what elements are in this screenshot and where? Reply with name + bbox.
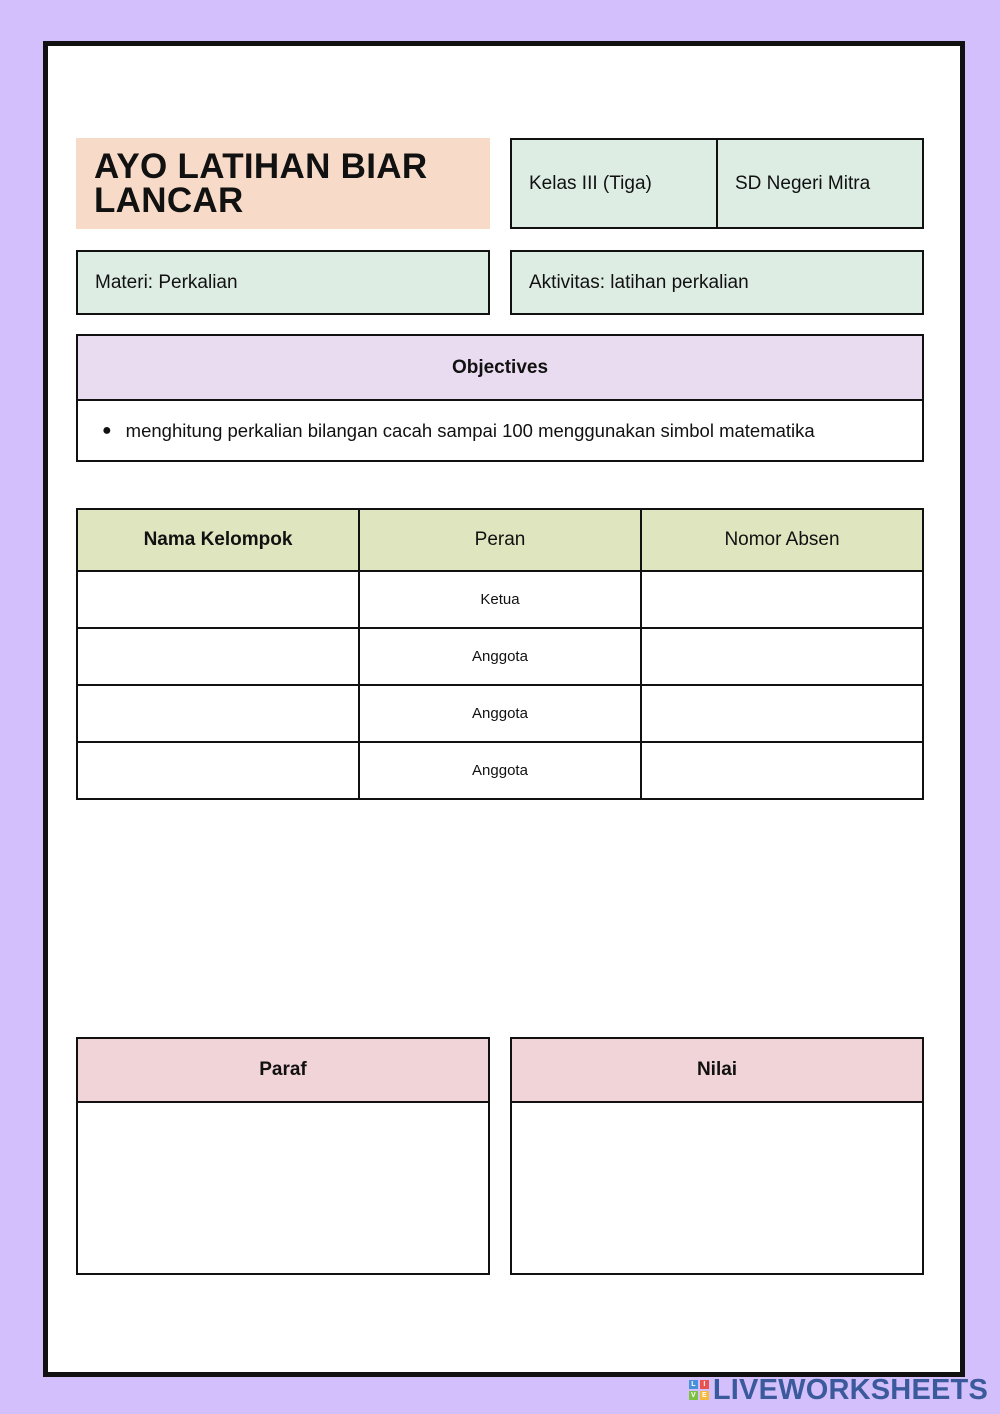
objectives-box bbox=[76, 334, 924, 462]
title-box bbox=[76, 138, 490, 229]
absen-cell[interactable] bbox=[641, 571, 923, 628]
bullet-icon: ● bbox=[102, 422, 112, 439]
page-title: AYO LATIHAN BIAR LANCAR bbox=[94, 147, 428, 220]
nama-cell[interactable] bbox=[77, 742, 359, 799]
objective-item: menghitung perkalian bilangan cacah sampai 100 menggunakan simbol matematika bbox=[125, 420, 815, 441]
activity-field bbox=[510, 250, 924, 315]
absen-cell[interactable] bbox=[641, 628, 923, 685]
nilai-area[interactable] bbox=[512, 1103, 922, 1273]
nilai-heading: Nilai bbox=[512, 1039, 922, 1103]
material-label: Materi: Perkalian bbox=[95, 271, 238, 293]
nilai-box bbox=[510, 1037, 924, 1275]
nama-cell[interactable] bbox=[77, 571, 359, 628]
class-level: Kelas III (Tiga) bbox=[529, 172, 652, 194]
paraf-heading: Paraf bbox=[78, 1039, 488, 1103]
table-row bbox=[77, 742, 923, 799]
table-row bbox=[77, 571, 923, 628]
brand-wordmark: LIVEWORKSHEETS bbox=[712, 1373, 988, 1406]
liveworksheets-brand bbox=[689, 1374, 988, 1406]
material-field bbox=[76, 250, 490, 315]
column-header-peran: Peran bbox=[359, 509, 641, 571]
table-row bbox=[77, 628, 923, 685]
table-header-row bbox=[77, 509, 923, 571]
paraf-area[interactable] bbox=[78, 1103, 488, 1273]
nama-cell[interactable] bbox=[77, 685, 359, 742]
objectives-heading: Objectives bbox=[78, 336, 922, 401]
peran-cell: Anggota bbox=[359, 685, 641, 742]
peran-cell: Ketua bbox=[359, 571, 641, 628]
group-table bbox=[76, 508, 924, 800]
school-name: SD Negeri Mitra bbox=[716, 140, 922, 227]
activity-label: Aktivitas: latihan perkalian bbox=[529, 271, 749, 293]
liveworksheets-logo-icon: L I V E bbox=[689, 1380, 709, 1400]
table-row bbox=[77, 685, 923, 742]
absen-cell[interactable] bbox=[641, 742, 923, 799]
column-header-absen: Nomor Absen bbox=[641, 509, 923, 571]
peran-cell: Anggota bbox=[359, 742, 641, 799]
objectives-list bbox=[78, 401, 922, 461]
nama-cell[interactable] bbox=[77, 628, 359, 685]
peran-cell: Anggota bbox=[359, 628, 641, 685]
absen-cell[interactable] bbox=[641, 685, 923, 742]
paraf-box bbox=[76, 1037, 490, 1275]
class-info-box bbox=[510, 138, 924, 229]
column-header-nama: Nama Kelompok bbox=[77, 509, 359, 571]
